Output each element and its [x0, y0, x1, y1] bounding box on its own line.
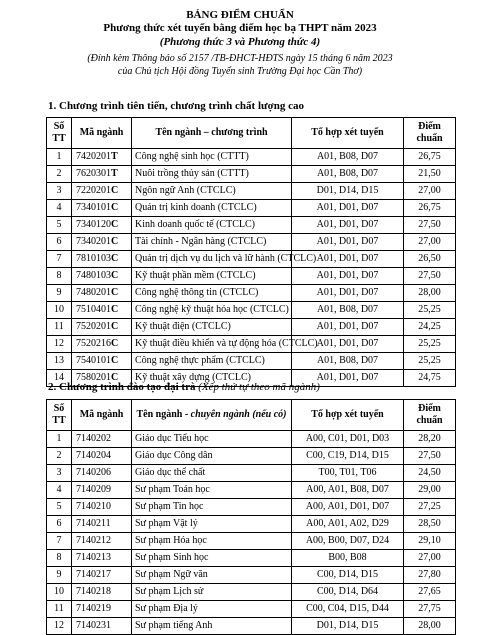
table-row [47, 319, 456, 336]
code-number: 7480103 [76, 270, 111, 281]
attachment-note-line1: (Đính kèm Thông báo số 2157 /TB-ĐHCT-HĐTS ngày 15 tháng 6 năm 2023 [87, 53, 393, 64]
document-subtitle: Phương thức xét tuyển bằng điểm học bạ THPT năm 2023 [103, 22, 377, 34]
name-cell: Kỹ thuật xây dựng (CTCLC) [132, 370, 292, 387]
name-cell: Giáo dục thể chất [132, 465, 292, 482]
stt-cell: 12 [47, 336, 72, 353]
combo-cell: A01, B08, D07 [292, 302, 404, 319]
code-suffix: C [111, 185, 119, 196]
code-suffix: C [111, 355, 119, 366]
stt-cell: 7 [47, 533, 72, 550]
table-row [47, 618, 456, 635]
table-row [47, 533, 456, 550]
code-number: 7340101 [76, 202, 111, 213]
col-header-score: Điểm chuẩn [404, 118, 456, 149]
table-row [47, 217, 456, 234]
combo-cell: A01, D01, D07 [292, 268, 404, 285]
section1-header-row [47, 118, 456, 149]
score-cell: 27,00 [404, 183, 456, 200]
stt-cell: 10 [47, 584, 72, 601]
code-cell: 7140217 [72, 567, 132, 584]
code-cell [72, 336, 132, 353]
table-row [47, 234, 456, 251]
name-cell: Sư phạm Toán học [132, 482, 292, 499]
score-cell: 27,25 [404, 499, 456, 516]
code-cell [72, 217, 132, 234]
score-cell: 28,50 [404, 516, 456, 533]
combo-cell: A01, D01, D07 [292, 234, 404, 251]
name-cell: Sư phạm Ngữ văn [132, 567, 292, 584]
code-number: 7340120 [76, 219, 111, 230]
stt-cell: 7 [47, 251, 72, 268]
stt-cell: 10 [47, 302, 72, 319]
name-cell: Tài chính - Ngân hàng (CTCLC) [132, 234, 292, 251]
name-cell: Sư phạm Vật lý [132, 516, 292, 533]
code-cell: 7140211 [72, 516, 132, 533]
stt-cell: 11 [47, 601, 72, 618]
section2-heading [48, 381, 320, 393]
code-suffix: C [111, 372, 119, 383]
name-cell: Công nghệ thực phẩm (CTCLC) [132, 353, 292, 370]
combo-cell: A00, A01, D01, D07 [292, 499, 404, 516]
table-row [47, 166, 456, 183]
code-number: 7420201 [76, 151, 111, 162]
combo-cell: A00, A01, B08, D07 [292, 482, 404, 499]
table-row [47, 499, 456, 516]
stt-cell: 14 [47, 370, 72, 387]
section1-table [46, 117, 456, 387]
code-cell: 7140209 [72, 482, 132, 499]
name-cell: Nuôi trồng thủy sản (CTTT) [132, 166, 292, 183]
score-cell: 26,75 [404, 200, 456, 217]
col-header-name: Tên ngành – chương trình [132, 118, 292, 149]
name-cell: Kinh doanh quốc tế (CTCLC) [132, 217, 292, 234]
score-cell: 26,50 [404, 251, 456, 268]
code-cell: 7140210 [72, 499, 132, 516]
score-cell: 29,10 [404, 533, 456, 550]
name-cell: Giáo dục Công dân [132, 448, 292, 465]
score-cell: 24,75 [404, 370, 456, 387]
combo-cell: T00, T01, T06 [292, 465, 404, 482]
name-cell: Quản trị kinh doanh (CTCLC) [132, 200, 292, 217]
table-row [47, 516, 456, 533]
col-header-name-main: Tên ngành - [136, 409, 191, 420]
score-cell: 27,75 [404, 601, 456, 618]
stt-cell: 12 [47, 618, 72, 635]
score-cell: 25,25 [404, 353, 456, 370]
code-suffix: C [111, 321, 119, 332]
combo-cell: A01, B08, D07 [292, 166, 404, 183]
table-row [47, 149, 456, 166]
table-row [47, 353, 456, 370]
combo-cell: A01, D01, D07 [292, 319, 404, 336]
code-cell: 7140206 [72, 465, 132, 482]
combo-cell: A00, B00, D07, D24 [292, 533, 404, 550]
stt-cell: 3 [47, 183, 72, 200]
code-suffix: T [111, 151, 118, 162]
code-suffix: C [111, 287, 119, 298]
name-cell: Công nghệ sinh học (CTTT) [132, 149, 292, 166]
score-cell: 27,50 [404, 448, 456, 465]
score-cell: 25,25 [404, 302, 456, 319]
table-row [47, 567, 456, 584]
code-cell: 7140202 [72, 431, 132, 448]
code-number: 7580201 [76, 372, 111, 383]
stt-cell: 11 [47, 319, 72, 336]
score-cell: 27,00 [404, 234, 456, 251]
code-number: 7520201 [76, 321, 111, 332]
table-row [47, 285, 456, 302]
stt-cell: 9 [47, 567, 72, 584]
code-cell [72, 251, 132, 268]
col-header-code: Mã ngành [72, 400, 132, 431]
code-number: 7540101 [76, 355, 111, 366]
score-cell: 25,25 [404, 336, 456, 353]
col-header-name-note: chuyên ngành (nếu có) [190, 409, 287, 420]
col-header-stt: Số TT [47, 400, 72, 431]
code-cell [72, 200, 132, 217]
stt-cell: 5 [47, 217, 72, 234]
stt-cell: 1 [47, 431, 72, 448]
name-cell: Ngôn ngữ Anh (CTCLC) [132, 183, 292, 200]
score-cell: 28,00 [404, 618, 456, 635]
table-row [47, 200, 456, 217]
combo-cell: C00, C19, D14, D15 [292, 448, 404, 465]
name-cell: Sư phạm Hóa học [132, 533, 292, 550]
code-cell [72, 319, 132, 336]
table-row [47, 336, 456, 353]
name-cell: Kỹ thuật phần mềm (CTCLC) [132, 268, 292, 285]
stt-cell: 4 [47, 482, 72, 499]
score-cell: 29,00 [404, 482, 456, 499]
code-cell: 7140204 [72, 448, 132, 465]
table-row [47, 431, 456, 448]
combo-cell: C00, D14, D64 [292, 584, 404, 601]
section2-header-row [47, 400, 456, 431]
code-number: 7520216 [76, 338, 111, 349]
score-cell: 24,50 [404, 465, 456, 482]
col-header-stt: Số TT [47, 118, 72, 149]
code-number: 7340201 [76, 236, 111, 247]
code-cell [72, 353, 132, 370]
table-row [47, 183, 456, 200]
code-number: 7620301 [76, 168, 111, 179]
code-suffix: C [111, 253, 119, 264]
code-cell [72, 285, 132, 302]
score-cell: 27,80 [404, 567, 456, 584]
name-cell: Sư phạm Lịch sử [132, 584, 292, 601]
table-row [47, 465, 456, 482]
score-cell: 27,50 [404, 268, 456, 285]
score-cell: 28,00 [404, 285, 456, 302]
code-suffix: C [111, 202, 119, 213]
code-cell [72, 149, 132, 166]
table-row [47, 550, 456, 567]
section2-heading-text: 2. Chương trình đào tạo đại trà [48, 381, 196, 393]
code-cell [72, 234, 132, 251]
name-cell: Giáo dục Tiểu học [132, 431, 292, 448]
stt-cell: 5 [47, 499, 72, 516]
col-header-score: Điểm chuẩn [404, 400, 456, 431]
name-cell: Công nghệ thông tin (CTCLC) [132, 285, 292, 302]
name-cell: Sư phạm tiếng Anh [132, 618, 292, 635]
stt-cell: 6 [47, 516, 72, 533]
code-cell: 7140212 [72, 533, 132, 550]
stt-cell: 8 [47, 550, 72, 567]
name-cell: Sư phạm Tin học [132, 499, 292, 516]
code-cell: 7140218 [72, 584, 132, 601]
score-cell: 26,75 [404, 149, 456, 166]
score-cell: 21,50 [404, 166, 456, 183]
score-cell: 28,20 [404, 431, 456, 448]
combo-cell: C00, D14, D15 [292, 567, 404, 584]
stt-cell: 2 [47, 166, 72, 183]
combo-cell: D01, D14, D15 [292, 183, 404, 200]
col-header-code: Mã ngành [72, 118, 132, 149]
code-cell [72, 268, 132, 285]
table-row [47, 302, 456, 319]
section2-table [46, 399, 456, 635]
table-row [47, 482, 456, 499]
code-suffix: T [111, 168, 118, 179]
score-cell: 27,50 [404, 217, 456, 234]
code-number: 7480201 [76, 287, 111, 298]
col-header-combo: Tổ hợp xét tuyển [292, 118, 404, 149]
code-cell: 7140219 [72, 601, 132, 618]
name-cell: Kỹ thuật điện (CTCLC) [132, 319, 292, 336]
combo-cell: A01, B08, D07 [292, 149, 404, 166]
combo-cell: A01, D01, D07 [292, 200, 404, 217]
code-number: 7220201 [76, 185, 111, 196]
stt-cell: 4 [47, 200, 72, 217]
stt-cell: 3 [47, 465, 72, 482]
combo-cell: A01, D01, D07 [292, 370, 404, 387]
code-number: 7810103 [76, 253, 111, 264]
code-suffix: C [111, 304, 119, 315]
score-cell: 27,00 [404, 550, 456, 567]
section1-heading: 1. Chương trình tiên tiến, chương trình chất lượng cao [48, 100, 304, 112]
combo-cell: A01, D01, D07 [292, 336, 404, 353]
combo-cell: A01, B08, D07 [292, 353, 404, 370]
table-row [47, 601, 456, 618]
code-cell [72, 302, 132, 319]
code-cell [72, 166, 132, 183]
attachment-note-line2: của Chủ tịch Hội đồng Tuyển sinh Trường Đại học Cần Thơ) [117, 66, 363, 77]
code-suffix: C [111, 236, 119, 247]
stt-cell: 6 [47, 234, 72, 251]
code-cell: 7140213 [72, 550, 132, 567]
combo-cell: A00, A01, A02, D29 [292, 516, 404, 533]
admission-methods: (Phương thức 3 và Phương thức 4) [159, 36, 321, 48]
combo-cell: A01, D01, D07 [292, 251, 404, 268]
combo-cell: B00, B08 [292, 550, 404, 567]
col-header-name [132, 400, 292, 431]
table-row [47, 268, 456, 285]
stt-cell: 8 [47, 268, 72, 285]
score-cell: 24,25 [404, 319, 456, 336]
name-cell: Kỹ thuật điều khiển và tự động hóa (CTCLC) [132, 336, 292, 353]
table-row [47, 584, 456, 601]
combo-cell: A01, D01, D07 [292, 285, 404, 302]
combo-cell: C00, C04, D15, D44 [292, 601, 404, 618]
section2-heading-note: (Xếp thứ tự theo mã ngành) [198, 381, 320, 393]
name-cell: Sư phạm Sinh học [132, 550, 292, 567]
document-title: BẢNG ĐIỂM CHUẨN [186, 9, 294, 21]
name-cell: Công nghệ kỹ thuật hóa học (CTCLC) [132, 302, 292, 319]
name-cell: Sư phạm Địa lý [132, 601, 292, 618]
combo-cell: A01, D01, D07 [292, 217, 404, 234]
code-suffix: C [111, 219, 119, 230]
stt-cell: 1 [47, 149, 72, 166]
code-suffix: C [111, 338, 119, 349]
code-cell [72, 183, 132, 200]
code-number: 7510401 [76, 304, 111, 315]
name-cell: Quản trị dịch vụ du lịch và lữ hành (CTCLC) [132, 251, 292, 268]
stt-cell: 9 [47, 285, 72, 302]
stt-cell: 13 [47, 353, 72, 370]
score-cell: 27,65 [404, 584, 456, 601]
combo-cell: D01, D14, D15 [292, 618, 404, 635]
table-row [47, 448, 456, 465]
table-row [47, 251, 456, 268]
col-header-combo: Tổ hợp xét tuyển [292, 400, 404, 431]
code-suffix: C [111, 270, 119, 281]
stt-cell: 2 [47, 448, 72, 465]
code-cell: 7140231 [72, 618, 132, 635]
combo-cell: A00, C01, D01, D03 [292, 431, 404, 448]
